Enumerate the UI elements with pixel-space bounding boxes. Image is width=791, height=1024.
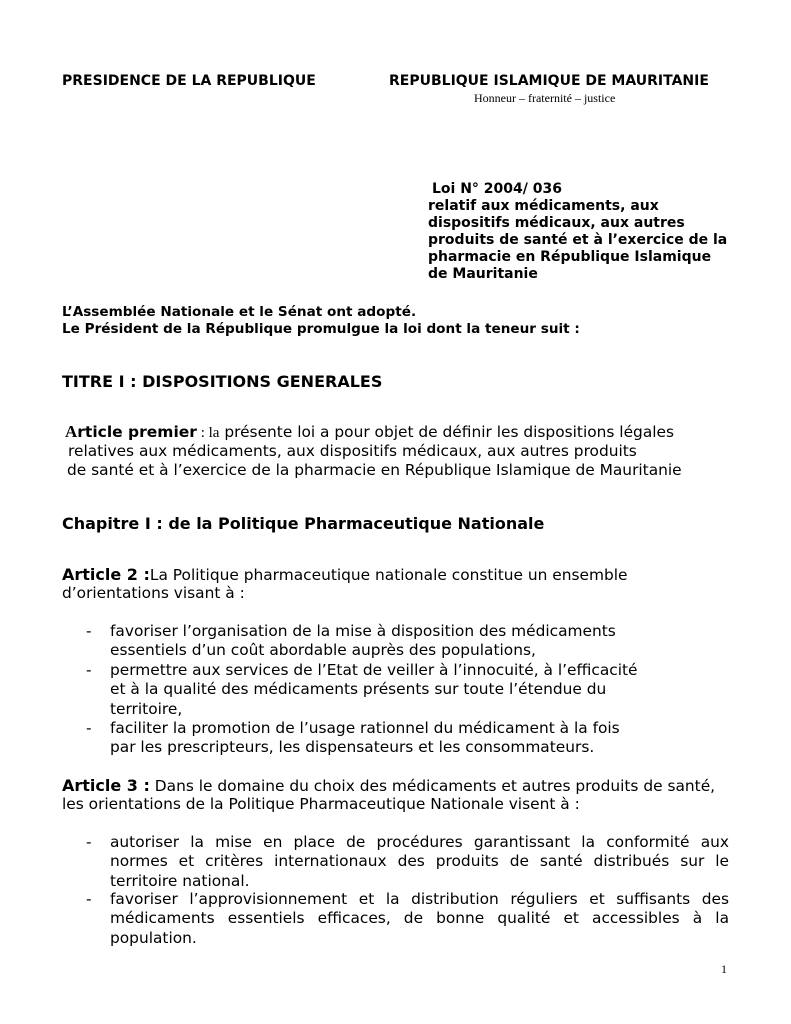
bullet-line: favoriser l’approvisionnement et la distribution réguliers et suffisants des bbox=[110, 890, 729, 908]
article-3-line-1 bbox=[62, 776, 715, 796]
bullet-line: autoriser la mise en place de procédures garantissant la conformité aux bbox=[110, 833, 729, 851]
bullet-line: permettre aux services de l’Etat de veiller à l’innocuité, à l’efficacité bbox=[110, 661, 638, 679]
page-number: 1 bbox=[721, 962, 727, 976]
article-3-bullet-2 bbox=[86, 890, 729, 950]
preamble-line-1: L’Assemblée Nationale et le Sénat ont adopté. bbox=[62, 304, 417, 320]
article-premier-line-2: relatives aux médicaments, aux dispositifs médicaux, aux autres produits bbox=[68, 442, 637, 460]
loi-title-line-1: relatif aux médicaments, aux bbox=[428, 198, 659, 214]
article-2-bullet-3 bbox=[86, 719, 726, 759]
bullet-dash: - bbox=[86, 661, 92, 679]
article-2-bullet-2 bbox=[86, 661, 726, 721]
article-2-text-1: La Politique pharmaceutique nationale constitue un ensemble bbox=[149, 566, 628, 584]
article-3-text-1: Dans le domaine du choix des médicaments et autres produits de santé, bbox=[149, 777, 716, 795]
bullet-line: médicaments essentiels efficaces, de bonne qualité et accessibles à la bbox=[110, 909, 729, 928]
article-premier-text-1: présente loi a pour objet de définir les dispositions légales bbox=[219, 423, 675, 441]
loi-title-line-4: pharmacie en République Islamique bbox=[428, 249, 712, 265]
article-2-bullet-1 bbox=[86, 622, 726, 662]
article-2-label: Article 2 : bbox=[62, 565, 150, 584]
bullet-line: territoire, bbox=[110, 699, 183, 718]
article-premier-label: rticle premier bbox=[77, 423, 197, 441]
loi-title-line-5: de Mauritanie bbox=[428, 266, 538, 282]
preamble-line-2: Le Président de la République promulgue la loi dont la teneur suit : bbox=[62, 321, 580, 337]
article-3-line-2: les orientations de la Politique Pharmaceutique Nationale visent à : bbox=[62, 795, 580, 813]
chapitre-heading: Chapitre I : de la Politique Pharmaceutique Nationale bbox=[62, 514, 545, 533]
header-presidence: PRESIDENCE DE LA REPUBLIQUE bbox=[62, 73, 316, 89]
loi-number: Loi N° 2004/ 036 bbox=[432, 181, 562, 197]
article-3-label: Article 3 : bbox=[62, 776, 150, 795]
bullet-line: par les prescripteurs, les dispensateurs et les consommateurs. bbox=[110, 738, 595, 757]
article-premier-initial: A bbox=[65, 422, 78, 441]
bullet-line: normes et critères internationaux des produits de santé distribués sur le bbox=[110, 852, 729, 871]
loi-title-line-2: dispositifs médicaux, aux autres bbox=[428, 215, 685, 231]
header-motto: Honneur – fraternité – justice bbox=[474, 91, 616, 105]
article-premier-line-1 bbox=[65, 422, 674, 443]
article-2-line-1 bbox=[62, 565, 627, 585]
bullet-dash: - bbox=[86, 833, 92, 851]
article-3-bullet-1 bbox=[86, 833, 729, 893]
bullet-line: territoire national. bbox=[110, 871, 250, 890]
bullet-line: faciliter la promotion de l’usage rationnel du médicament à la fois bbox=[110, 719, 620, 737]
article-premier-colon: : la bbox=[196, 425, 220, 441]
bullet-dash: - bbox=[86, 890, 92, 908]
titre-heading: TITRE I : DISPOSITIONS GENERALES bbox=[62, 372, 383, 391]
bullet-dash: - bbox=[86, 719, 92, 737]
bullet-line: favoriser l’organisation de la mise à disposition des médicaments bbox=[110, 622, 616, 640]
article-2-line-2: d’orientations visant à : bbox=[62, 584, 245, 602]
bullet-dash: - bbox=[86, 622, 92, 640]
article-premier-line-3: de santé et à l’exercice de la pharmacie en République Islamique de Mauritanie bbox=[67, 461, 682, 479]
loi-title-line-3: produits de santé et à l’exercice de la bbox=[428, 232, 728, 248]
bullet-line: population. bbox=[110, 928, 197, 947]
bullet-line: et à la qualité des médicaments présents sur toute l’étendue du bbox=[110, 680, 607, 699]
bullet-line: essentiels d’un coût abordable auprès des populations, bbox=[110, 641, 536, 660]
header-republique: REPUBLIQUE ISLAMIQUE DE MAURITANIE bbox=[389, 73, 709, 89]
